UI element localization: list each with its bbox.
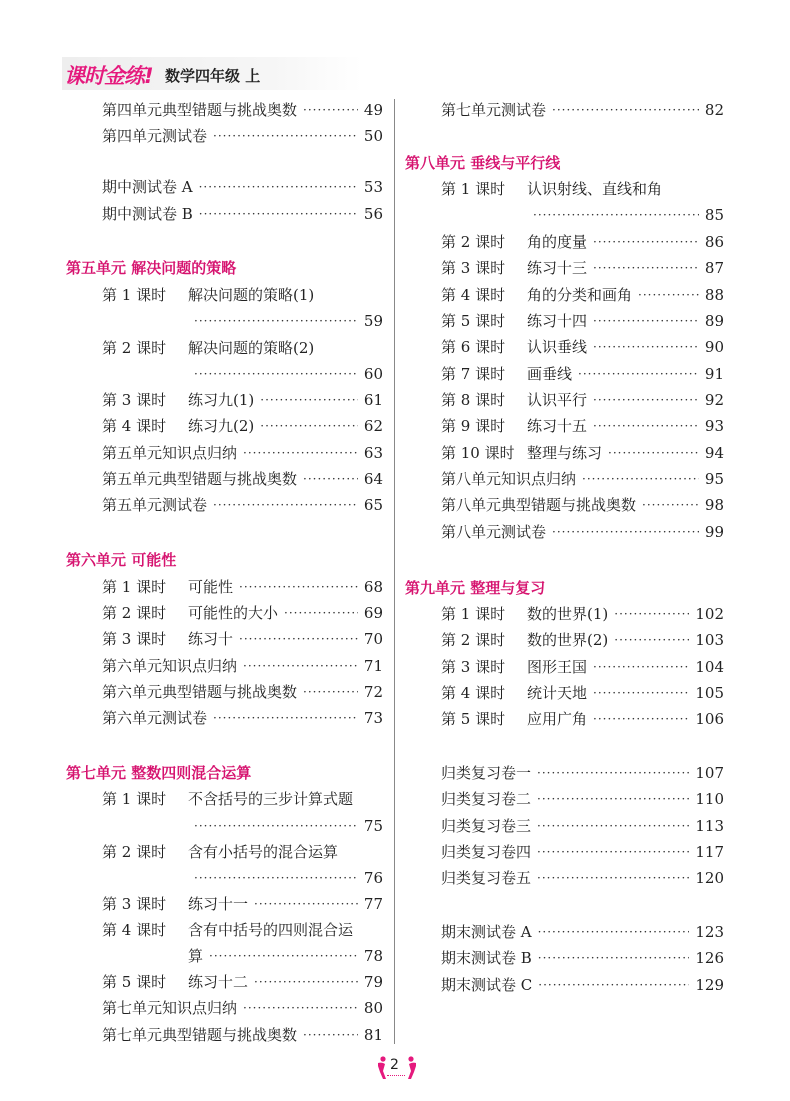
page-ref: 86 (704, 233, 724, 251)
page-ref: 89 (704, 312, 724, 330)
toc-entry (441, 866, 724, 890)
lesson-label: 第 1 课时 (441, 605, 506, 623)
entry-title: 第八单元典型错题与挑战奥数 (441, 496, 637, 514)
entry-title: 练习九(1) (188, 391, 255, 409)
toc-entry (441, 309, 724, 333)
lesson-label: 第 5 课时 (441, 312, 506, 330)
entry-title: 角的分类和画角 (527, 286, 633, 304)
leader-dots (303, 1023, 358, 1047)
toc-entry-continuation (188, 944, 383, 968)
lesson-label: 第 1 课时 (102, 578, 167, 596)
page-ref: 81 (363, 1026, 383, 1044)
toc-entry (441, 335, 724, 359)
leader-dots (254, 892, 358, 916)
entry-title: 练习十 (188, 630, 234, 648)
leader-dots (593, 414, 699, 438)
page-ref: 107 (695, 764, 724, 782)
page-ref: 92 (704, 391, 724, 409)
leader-dots (303, 98, 358, 122)
entry-title: 不含括号的三步计算式题 (188, 790, 354, 808)
leader-dots (638, 283, 699, 307)
toc-entry (102, 388, 383, 412)
lesson-label: 第 3 课时 (441, 658, 506, 676)
column-divider (394, 99, 395, 1044)
page-ref: 50 (363, 127, 383, 145)
unit-heading: 第六单元 可能性 (66, 551, 177, 569)
lesson-label: 第 2 课时 (441, 233, 506, 251)
entry-title: 期末测试卷 B (441, 949, 532, 967)
leader-dots (538, 973, 689, 997)
leader-dots (303, 680, 358, 704)
page-ref: 77 (363, 895, 383, 913)
toc-entry (441, 973, 724, 997)
leader-dots (537, 761, 689, 785)
page-ref: 63 (363, 444, 383, 462)
page-ref: 53 (363, 178, 383, 196)
entry-title: 归类复习卷三 (441, 817, 532, 835)
toc-entry (441, 707, 724, 731)
toc-entry (102, 441, 383, 465)
lesson-label: 第 4 课时 (441, 286, 506, 304)
leader-dots (213, 706, 358, 730)
entry-title: 画垂线 (527, 365, 573, 383)
lesson-label: 第 4 课时 (441, 684, 506, 702)
leader-dots (614, 628, 689, 652)
leader-dots (614, 602, 689, 626)
leader-dots (533, 203, 699, 227)
leader-dots (608, 441, 699, 465)
lesson-label: 第 2 课时 (441, 631, 506, 649)
lesson-label: 第 1 课时 (102, 790, 167, 808)
toc-entry (441, 920, 724, 944)
toc-entry (441, 628, 724, 652)
toc-entry (441, 467, 724, 491)
leader-dots (593, 256, 699, 280)
entry-title: 练习十一 (188, 895, 249, 913)
leader-dots (194, 866, 358, 890)
page-ref: 59 (363, 312, 383, 330)
leader-dots (537, 814, 689, 838)
entry-title: 归类复习卷二 (441, 790, 532, 808)
toc-entry (102, 336, 383, 360)
unit-heading: 第九单元 整理与复习 (405, 579, 546, 597)
toc-entry (102, 601, 383, 625)
toc-entry (102, 627, 383, 651)
entry-title: 练习十五 (527, 417, 588, 435)
leader-dots (199, 175, 358, 199)
leader-dots (538, 920, 690, 944)
toc-entry (102, 414, 383, 438)
page-ref: 123 (695, 923, 724, 941)
toc-entry (441, 840, 724, 864)
leader-dots (593, 655, 689, 679)
leader-dots (239, 627, 358, 651)
toc-entry (102, 654, 383, 678)
entry-title: 角的度量 (527, 233, 588, 251)
leader-dots (209, 944, 358, 968)
toc-entry (441, 655, 724, 679)
page-footer (372, 1054, 422, 1082)
page-ref: 75 (363, 817, 383, 835)
leader-dots (593, 335, 699, 359)
entry-title: 应用广角 (527, 710, 588, 728)
toc-entry-continuation (188, 309, 383, 333)
leader-dots (213, 493, 358, 517)
toc-entry-continuation (527, 203, 724, 227)
leader-dots (537, 787, 689, 811)
lesson-label: 第 5 课时 (441, 710, 506, 728)
entry-title: 第六单元知识点归纳 (102, 657, 238, 675)
toc-entry (102, 575, 383, 599)
page-ref: 71 (363, 657, 383, 675)
page-ref: 120 (695, 869, 724, 887)
page-ref: 82 (704, 101, 724, 119)
entry-title-wrap: 算 (188, 947, 204, 965)
leader-dots (243, 996, 358, 1020)
page-ref: 98 (704, 496, 724, 514)
toc-entry (102, 787, 383, 811)
toc-entry (441, 388, 724, 412)
page-ref: 72 (363, 683, 383, 701)
toc-entry-continuation (188, 866, 383, 890)
toc-entry (441, 681, 724, 705)
entry-title: 第八单元测试卷 (441, 523, 547, 541)
toc-entry (441, 946, 724, 970)
leader-dots (537, 866, 689, 890)
page-ref: 117 (695, 843, 724, 861)
entry-title: 第八单元知识点归纳 (441, 470, 577, 488)
entry-title: 第六单元典型错题与挑战奥数 (102, 683, 298, 701)
toc-entry-continuation (188, 362, 383, 386)
lesson-label: 第 1 课时 (102, 286, 167, 304)
leader-dots (303, 467, 358, 491)
toc-entry (102, 970, 383, 994)
entry-title: 第五单元典型错题与挑战奥数 (102, 470, 298, 488)
entry-title: 第七单元典型错题与挑战奥数 (102, 1026, 298, 1044)
page-ref: 69 (363, 604, 383, 622)
page-ref: 85 (704, 206, 724, 224)
lesson-label: 第 10 课时 (441, 444, 515, 462)
toc-entry (441, 177, 724, 201)
toc-entry (102, 706, 383, 730)
toc-entry (441, 362, 724, 386)
brand-logo: 课时金练! (64, 64, 153, 88)
unit-heading: 第八单元 垂线与平行线 (405, 154, 561, 172)
leader-dots (537, 840, 689, 864)
lesson-label: 第 1 课时 (441, 180, 506, 198)
lesson-label: 第 5 课时 (102, 973, 167, 991)
leader-dots (642, 493, 699, 517)
entry-title: 可能性的大小 (188, 604, 279, 622)
lesson-label: 第 3 课时 (102, 391, 167, 409)
leader-dots (552, 520, 699, 544)
entry-title: 练习九(2) (188, 417, 255, 435)
entry-title: 练习十三 (527, 259, 588, 277)
toc-entry (102, 283, 383, 307)
toc-entry (441, 441, 724, 465)
toc-entry (441, 493, 724, 517)
entry-title: 解决问题的策略(2) (188, 339, 315, 357)
entry-title: 含有中括号的四则混合运 (188, 921, 354, 939)
page-ref: 106 (695, 710, 724, 728)
entry-title: 解决问题的策略(1) (188, 286, 315, 304)
toc-entry (102, 202, 383, 226)
leader-dots (213, 124, 358, 148)
page-ref: 94 (704, 444, 724, 462)
lesson-label: 第 7 课时 (441, 365, 506, 383)
page-ref: 95 (704, 470, 724, 488)
lesson-label: 第 3 课时 (441, 259, 506, 277)
toc-entry (102, 996, 383, 1020)
page-ref: 73 (363, 709, 383, 727)
toc-entry-continuation (188, 814, 383, 838)
lesson-label: 第 4 课时 (102, 921, 167, 939)
page-ref: 78 (363, 947, 383, 965)
toc-entry (102, 680, 383, 704)
toc-entry (441, 761, 724, 785)
toc-entry (102, 918, 383, 942)
page-ref: 104 (695, 658, 724, 676)
leader-dots (593, 388, 699, 412)
toc-entry (102, 124, 383, 148)
page-ref: 105 (695, 684, 724, 702)
page-ref: 61 (363, 391, 383, 409)
leader-dots (194, 362, 358, 386)
toc-entry (441, 814, 724, 838)
page-number: 2 (390, 1057, 399, 1073)
toc-entry (102, 892, 383, 916)
entry-title: 第五单元测试卷 (102, 496, 208, 514)
entry-title: 归类复习卷一 (441, 764, 532, 782)
leader-dots (582, 467, 699, 491)
page-ref: 56 (363, 205, 383, 223)
toc-entry (441, 520, 724, 544)
entry-title: 第四单元测试卷 (102, 127, 208, 145)
entry-title: 可能性 (188, 578, 234, 596)
entry-title: 归类复习卷四 (441, 843, 532, 861)
unit-heading: 第七单元 整数四则混合运算 (66, 764, 252, 782)
page-ref: 62 (363, 417, 383, 435)
leader-dots (260, 414, 358, 438)
leader-dots (199, 202, 358, 226)
entry-title: 数的世界(1) (527, 605, 609, 623)
leader-dots (254, 970, 358, 994)
entry-title: 整理与练习 (527, 444, 603, 462)
page-ref: 126 (695, 949, 724, 967)
page-ref: 102 (695, 605, 724, 623)
page-ref: 80 (363, 999, 383, 1017)
entry-title: 第七单元知识点归纳 (102, 999, 238, 1017)
toc-entry (441, 98, 724, 122)
page-ref: 65 (363, 496, 383, 514)
toc-entry (441, 787, 724, 811)
lesson-label: 第 9 课时 (441, 417, 506, 435)
toc-entry (441, 283, 724, 307)
page-ref: 110 (695, 790, 724, 808)
leader-dots (284, 601, 358, 625)
entry-title: 含有小括号的混合运算 (188, 843, 339, 861)
toc-entry (441, 230, 724, 254)
entry-title: 练习十二 (188, 973, 249, 991)
toc-entry (102, 175, 383, 199)
entry-title: 第五单元知识点归纳 (102, 444, 238, 462)
page-number-underline (387, 1075, 405, 1077)
page-ref: 87 (704, 259, 724, 277)
entry-title: 认识平行 (527, 391, 588, 409)
leader-dots (194, 309, 358, 333)
entry-title: 统计天地 (527, 684, 588, 702)
toc-entry (102, 840, 383, 864)
page-ref: 113 (695, 817, 724, 835)
lesson-label: 第 2 课时 (102, 604, 167, 622)
subject-title: 数学四年级 上 (165, 67, 261, 85)
entry-title: 归类复习卷五 (441, 869, 532, 887)
entry-title: 图形王国 (527, 658, 588, 676)
entry-title: 期中测试卷 B (102, 205, 193, 223)
leader-dots (194, 814, 358, 838)
page-ref: 103 (695, 631, 724, 649)
page-ref: 64 (363, 470, 383, 488)
entry-title: 期末测试卷 A (441, 923, 532, 941)
leader-dots (578, 362, 699, 386)
page-ref: 76 (363, 869, 383, 887)
entry-title: 期末测试卷 C (441, 976, 533, 994)
page-ref: 99 (704, 523, 724, 541)
leader-dots (593, 681, 689, 705)
leader-dots (593, 230, 699, 254)
entry-title: 第七单元测试卷 (441, 101, 547, 119)
page-ref: 68 (363, 578, 383, 596)
page-ref: 129 (695, 976, 724, 994)
toc-entry (102, 493, 383, 517)
unit-heading: 第五单元 解决问题的策略 (66, 259, 237, 277)
page-ref: 79 (363, 973, 383, 991)
toc-entry (102, 98, 383, 122)
page-ref: 93 (704, 417, 724, 435)
leader-dots (239, 575, 358, 599)
lesson-label: 第 2 课时 (102, 339, 167, 357)
lesson-label: 第 8 课时 (441, 391, 506, 409)
entry-title: 第六单元测试卷 (102, 709, 208, 727)
entry-title: 认识垂线 (527, 338, 588, 356)
lesson-label: 第 3 课时 (102, 895, 167, 913)
toc-entry (102, 467, 383, 491)
leader-dots (243, 654, 358, 678)
page-ref: 49 (363, 101, 383, 119)
page-ref: 88 (704, 286, 724, 304)
page-ref: 90 (704, 338, 724, 356)
page-ref: 70 (363, 630, 383, 648)
leader-dots (243, 441, 358, 465)
entry-title: 数的世界(2) (527, 631, 609, 649)
toc-entry (441, 256, 724, 280)
lesson-label: 第 3 课时 (102, 630, 167, 648)
leader-dots (538, 946, 690, 970)
entry-title: 期中测试卷 A (102, 178, 193, 196)
leader-dots (260, 388, 358, 412)
leader-dots (593, 707, 689, 731)
toc-entry (441, 414, 724, 438)
lesson-label: 第 6 课时 (441, 338, 506, 356)
entry-title: 认识射线、直线和角 (527, 180, 663, 198)
page-ref: 60 (363, 365, 383, 383)
leader-dots (552, 98, 699, 122)
entry-title: 第四单元典型错题与挑战奥数 (102, 101, 298, 119)
page-ref: 91 (704, 365, 724, 383)
toc-entry (102, 1023, 383, 1047)
toc-entry (441, 602, 724, 626)
lesson-label: 第 4 课时 (102, 417, 167, 435)
lesson-label: 第 2 课时 (102, 843, 167, 861)
entry-title: 练习十四 (527, 312, 588, 330)
leader-dots (593, 309, 699, 333)
